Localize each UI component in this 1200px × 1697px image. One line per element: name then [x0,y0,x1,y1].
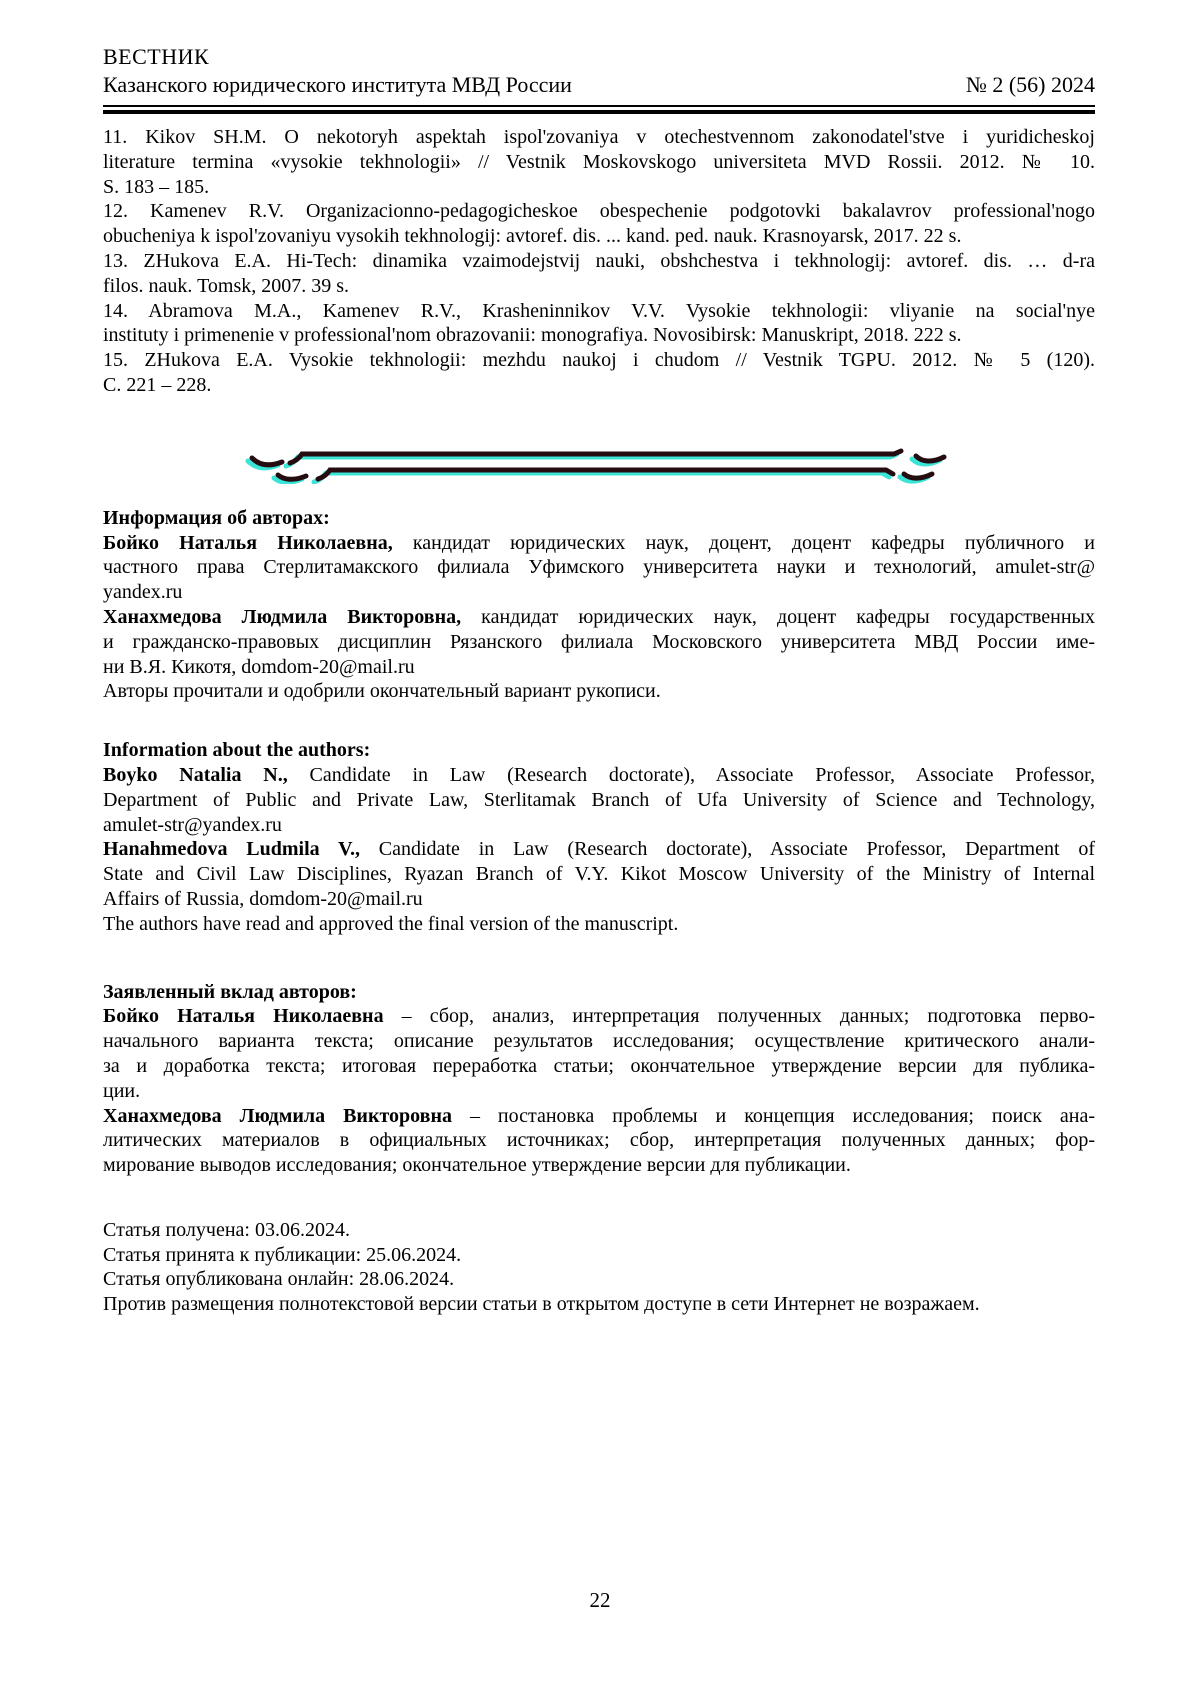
text-line: instituty i primenenie v professional'nom obrazovanii: monografiya. Novosibirsk: Manuskript, 2018. 222 s. [103,324,962,347]
text-line: Hanahmedova Ludmila V., Candidate in Law (Research doctorate), Associate Professor, Department of [103,838,1095,861]
text-line: начального варианта текста; описание результатов исследования; осуществление критического анали- [103,1030,1095,1053]
text-line: Ханахмедова Людмила Викторовна – постановка проблемы и концепция исследования; поиск ана- [103,1104,1095,1127]
issue-number: № 2 (56) 2024 [965,72,1095,97]
text-line: C. 221 – 228. [103,373,212,396]
text-line: Бойко Наталья Николаевна, кандидат юридических наук, доцент, доцент кафедры публичного и [103,531,1095,554]
text-line: Бойко Наталья Николаевна – сбор, анализ, интерпретация полученных данных; подготовка перво- [103,1005,1095,1028]
page-number: 22 [589,1588,611,1612]
text-line: Статья получена: 03.06.2024. [103,1218,350,1241]
text-line: Статья принята к публикации: 25.06.2024. [103,1243,462,1266]
text-line: 12. Kamenev R.V. Organizacionno-pedagogicheskoe obespechenie podgotovki bakalavrov professional'nogo [103,200,1095,223]
text-line: Статья опубликована онлайн: 28.06.2024. [103,1268,455,1291]
authors-ru-heading: Информация об авторах: [103,506,330,529]
text-line: за и доработка текста; итоговая переработка статьи; окончательное утверждение версии для публика- [103,1054,1095,1077]
masthead [103,44,1095,114]
text-line: 15. ZHukova E.A. Vysokie tekhnologii: mezhdu naukoj i chudom // Vestnik TGPU. 2012. № 5 (120). [103,349,1095,372]
text-line: Affairs of Russia, domdom-20@mail.ru [103,887,423,910]
page-column [103,44,1095,1317]
divider-ornament-icon [244,448,954,484]
text-line: Авторы прочитали и одобрили окончательный вариант рукописи. [103,680,661,703]
text-line: 13. ZHukova E.A. Hi-Tech: dinamika vzaimodejstvij nauki, obshchestva i tekhnologij: avtoref. dis. … d-ra [103,249,1095,272]
contributions-heading: Заявленный вклад авторов: [103,980,357,1003]
text-line: Department of Public and Private Law, Sterlitamak Branch of Ufa University of Science and Technology, [103,788,1095,811]
text-line: литических материалов в официальных источниках; сбор, интерпретация полученных данных; фор- [103,1129,1095,1152]
text-line: 14. Abramova M.A., Kamenev R.V., Krasheninnikov V.V. Vysokie tekhnologii: vliyanie na social'nye [103,299,1095,322]
journal-title: ВЕСТНИК [103,44,210,69]
article-dates [103,1218,1095,1317]
text-line: The authors have read and approved the final version of the manuscript. [103,912,679,935]
text-line: yandex.ru [103,581,183,604]
text-line: Boyko Natalia N., Candidate in Law (Research doctorate), Associate Professor, Associate Professor, [103,763,1095,786]
masthead-double-rule [103,105,1095,114]
text-line: S. 183 – 185. [103,175,210,198]
journal-subtitle: Казанского юридического института МВД России [103,72,572,97]
authors-en-heading: Information about the authors: [103,739,371,762]
text-line: Ханахмедова Людмила Викторовна, кандидат юридических наук, доцент кафедры государственных [103,605,1095,628]
text-line: literature termina «vysokie tekhnologii» // Vestnik Moskovskogo universiteta MVD Rossii. 2012. № 10. [103,150,1095,173]
section-divider [103,448,1095,484]
text-line: Против размещения полнотекстовой версии статьи в открытом доступе в сети Интернет не возражаем. [103,1293,980,1316]
text-line: obucheniya k ispol'zovaniyu vysokih tekhnologij: avtoref. dis. ... kand. ped. nauk. Krasnoyarsk, 2017. 22 s. [103,225,962,248]
text-line: filos. nauk. Tomsk, 2007. 39 s. [103,274,350,297]
text-line: ни В.Я. Кикотя, domdom-20@mail.ru [103,655,415,678]
text-line: мирование выводов исследования; окончательное утверждение версии для публикации. [103,1154,851,1177]
authors-info-ru [103,506,1095,704]
text-line: частного права Стерлитамакского филиала Уфимского университета науки и технологий, amulet-str@ [103,556,1095,579]
references-list [103,125,1095,398]
text-line: amulet-str@yandex.ru [103,813,282,836]
text-line: State and Civil Law Disciplines, Ryazan Branch of V.Y. Kikot Moscow University of the Ministry of Internal [103,863,1095,886]
authors-info-en [103,738,1095,936]
text-line: ции. [103,1079,141,1102]
text-line: 11. Kikov SH.M. O nekotoryh aspektah ispol'zovaniya v otechestvennom zakonodatel'stve i yuridicheskoj [103,126,1095,148]
authors-contributions [103,980,1095,1178]
text-line: и гражданско-правовых дисциплин Рязанского филиала Московского университета МВД России име- [103,630,1095,653]
